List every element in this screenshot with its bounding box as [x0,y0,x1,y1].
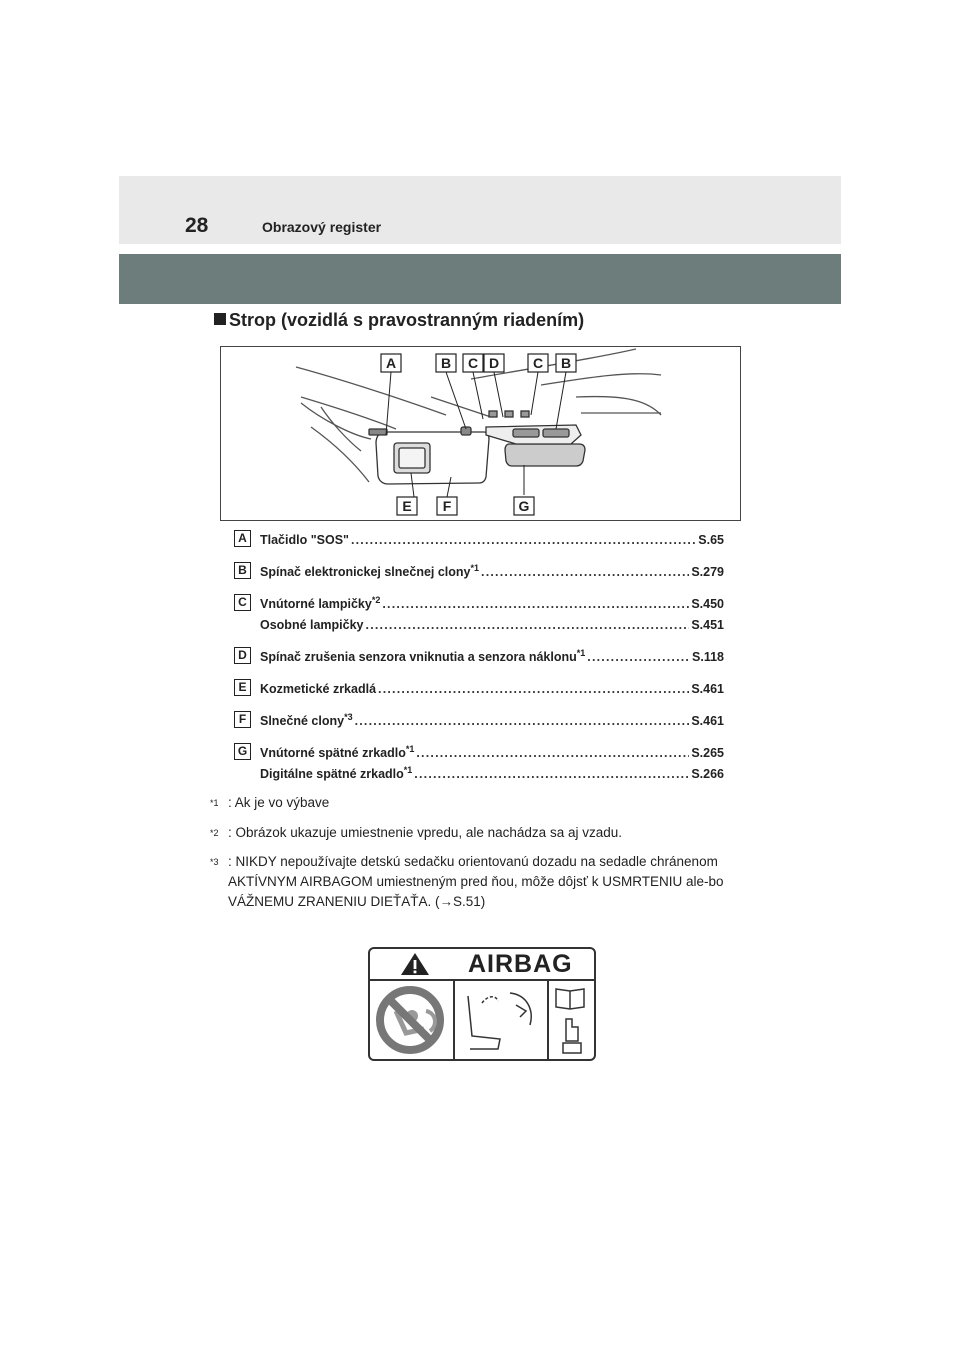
callout-box [437,497,457,515]
item-d [234,647,724,668]
item-entry [260,647,724,668]
footnote-mark [210,852,228,912]
footnote [210,852,750,912]
dot-leader [382,594,689,615]
item-e [234,679,724,700]
item-list [234,530,724,796]
page-reference[interactable]: S.65 [698,533,724,547]
header-band [119,176,841,244]
footnote-list [210,793,750,917]
callout-box [484,354,504,372]
section-band [119,254,841,304]
item-badge: D [234,647,251,664]
footnote-mark-text: *2 [210,827,219,838]
page-number: 28 [185,214,209,237]
item-label [260,530,349,551]
item-entry [260,594,724,615]
item-b [234,562,724,583]
item-label-text: Tlačidlo "SOS" [260,533,349,547]
item-entry [260,530,724,551]
page-reference[interactable]: S.451 [691,618,724,632]
item-label-text: Kozmetické zrkadlá [260,682,377,696]
dot-leader [414,764,689,785]
footnote [210,823,750,848]
item-a [234,530,724,551]
item-badge: B [234,562,251,579]
footnote-ref: *1 [403,764,413,775]
footnote-text: : Obrázok ukazuje umiestnenie vpredu, ale nachádza sa aj vzadu. [228,824,622,840]
page-reference[interactable]: S.279 [691,565,724,579]
item-entry [260,679,724,700]
airbag-pictograms [370,981,594,1059]
visor-and-mirrors [369,411,585,484]
item-entry [260,562,724,583]
callout-box [436,354,456,372]
dot-leader [481,562,689,583]
footnote-text: : Ak je vo výbave [228,795,330,810]
airbag-word: AIRBAG [468,950,573,978]
item-badge: G [234,743,251,760]
chapter-title: Obrazový register [262,219,382,235]
callout-letter: C [467,355,479,371]
callout-box [556,354,576,372]
item-badge: C [234,594,251,611]
item-g [234,743,724,785]
callout-letter: G [518,498,530,514]
footnote-ref: *1 [470,562,480,573]
item-label-text: Vnútorné spätné zrkadlo [260,746,406,760]
footnote-ref: *1 [576,647,586,658]
dot-leader [351,530,696,551]
item-badge: F [234,711,251,728]
callout-letter: D [488,355,500,371]
footnote [210,793,750,818]
callout-letter: A [385,355,397,371]
item-badge: A [234,530,251,547]
page-reference[interactable]: S.266 [691,767,724,781]
footnote-mark-text: *3 [210,857,219,867]
item-entry [260,615,724,636]
callout-box [397,497,417,515]
footnote-ref: *2 [371,594,381,605]
item-label [260,647,585,668]
seat-airbag-icon [468,993,531,1049]
dot-leader [378,679,689,700]
item-label-text: Vnútorné lampičky [260,597,372,611]
callout-box [381,354,401,372]
item-label [260,764,412,785]
page-reference[interactable]: S.461 [691,714,724,728]
item-c [234,594,724,636]
airbag-header [370,949,594,981]
ceiling-illustration [220,346,741,521]
read-manual-icon [556,989,584,1053]
footnote-mark-text: *1 [210,798,219,808]
callout-box [463,354,483,372]
item-label [260,711,353,732]
footnote-ref: *1 [405,743,415,754]
page-reference[interactable]: S.265 [691,746,724,760]
footnote-text: : NIKDY nepoužívajte detskú sedačku orientovanú dozadu na sedadle chránenom AKTÍVNYM AIRBAGOM umiestneným pred ňou, môže dôjsť k USMRTENIU ale-bo VÁŽNEMU ZRANENIU DIEŤAŤA. (→S.51) [228,854,724,909]
item-label [260,615,364,636]
item-entry [260,711,724,732]
airbag-warning-label [368,947,596,1061]
footnote-ref: *3 [344,711,353,722]
ceiling-drawing [221,347,740,520]
callout-box [514,497,534,515]
dot-leader [366,615,690,636]
item-label [260,679,376,700]
footnote-mark [210,823,228,848]
dot-leader [416,743,689,764]
section-heading [214,310,584,331]
item-badge: E [234,679,251,696]
page-reference[interactable]: S.450 [691,597,724,611]
dot-leader [587,647,690,668]
dot-leader [355,711,690,732]
item-label-text: Spínač elektronickej slnečnej clony [260,565,471,579]
item-label [260,743,414,764]
callout-letter: C [532,355,544,371]
warning-triangle-icon [400,952,430,976]
callout-letter: E [402,498,412,514]
item-entry [260,764,724,785]
item-label-text: Spínač zrušenia senzora vniknutia a senzora náklonu [260,650,577,664]
page-reference[interactable]: S.461 [691,682,724,696]
footnote-mark [210,793,228,818]
no-child-seat-icon [380,990,440,1050]
callout-letter: F [442,498,452,514]
square-bullet-icon [214,313,226,325]
item-label-text: Slnečné clony [260,714,345,728]
page-reference[interactable]: S.118 [692,650,724,664]
callout-letter: B [440,355,452,371]
item-label [260,562,479,583]
item-label [260,594,380,615]
item-entry [260,743,724,764]
item-label-text: Digitálne spätné zrkadlo [260,767,404,781]
item-f [234,711,724,732]
callout-box [528,354,548,372]
section-title: Strop (vozidlá s pravostranným riadením) [229,310,585,330]
callout-letter: B [560,355,572,371]
item-label-text: Osobné lampičky [260,618,364,632]
